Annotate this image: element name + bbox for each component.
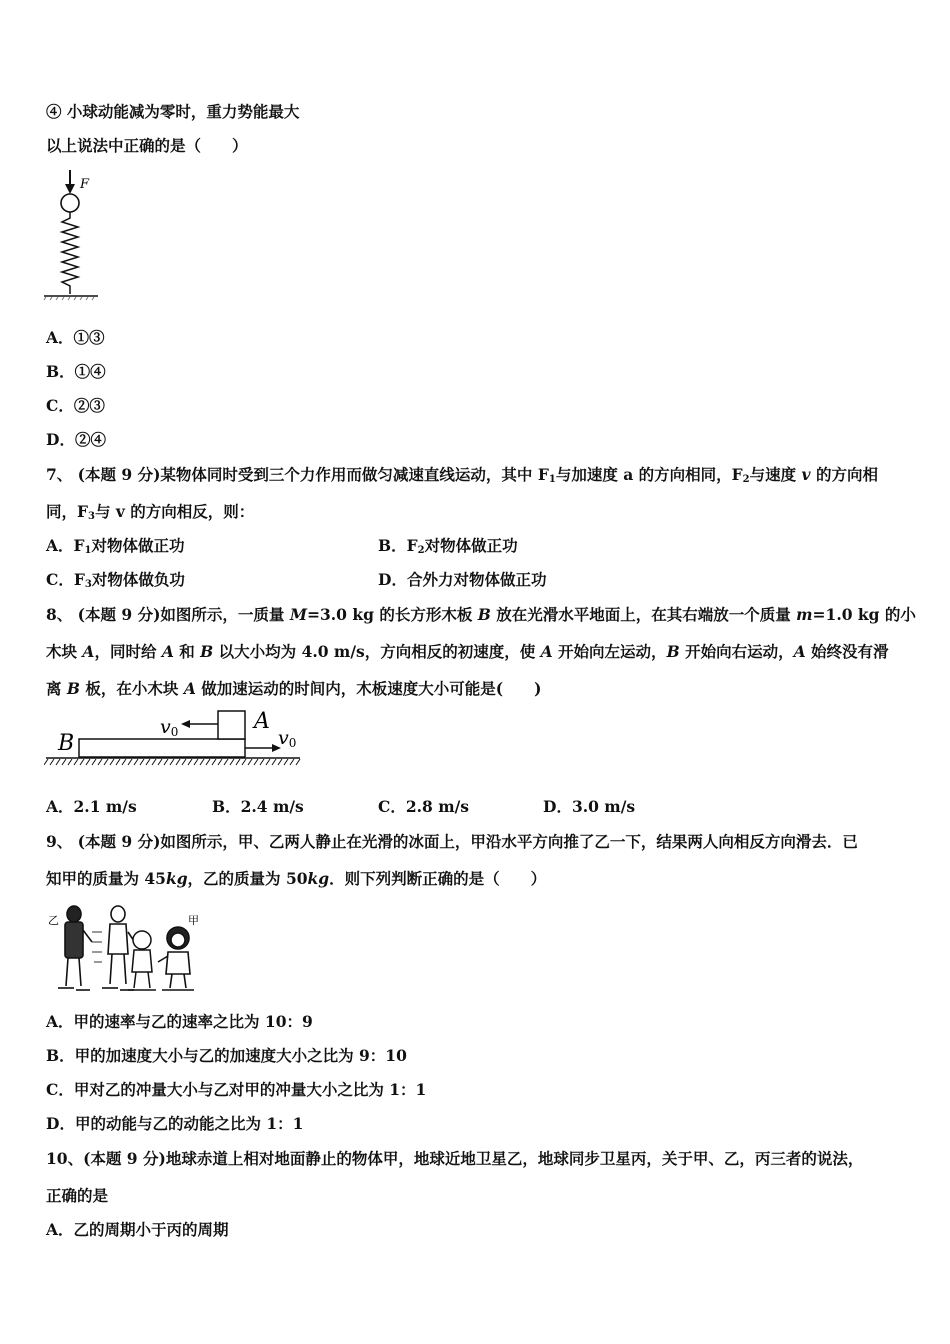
force-arrow-head <box>65 184 75 194</box>
q7-option-d: D．合外力对物体做正功 <box>378 570 547 589</box>
q7-stem-line2: 同，$F_3$与 v 的方向相反，则： <box>46 502 255 522</box>
board-b <box>79 739 245 757</box>
label-yi: 乙 <box>48 914 59 927</box>
q8-option-b: B．2.4 m/s <box>212 797 304 816</box>
label-v0-right: v0 <box>278 727 297 750</box>
q7-option-b: B．$F_2$对物体做正功 <box>378 536 518 556</box>
q9-option-d: D．甲的动能与乙的动能之比为 1：1 <box>46 1114 304 1133</box>
q8-stem-line1: 8、 (本题 9 分)如图所示，一质量 M=3.0 kg 的长方形木板 B 放在光滑水平地面上，在其右端放一个质量 m=1.0 kg 的小 <box>46 605 916 624</box>
q8-option-c: C．2.8 m/s <box>378 797 469 816</box>
q8-stem-line2: 木块 A，同时给 A 和 B 以大小均为 4.0 m/s，方向相反的初速度，使 A 开始向左运动，B 开始向右运动，A 始终没有滑 <box>46 642 889 661</box>
q9-option-b: B．甲的加速度大小与乙的加速度大小之比为 9：10 <box>46 1046 407 1065</box>
q7-option-a: A．$F_1$对物体做正功 <box>46 536 185 556</box>
force-label: F <box>80 177 90 192</box>
person-man <box>102 906 136 990</box>
q7-stem-line1: 7、 (本题 9 分)某物体同时受到三个力作用而做匀减速直线运动，其中 $F_1$与加速度 a 的方向相同，$F_2$与速度 v 的方向相 <box>46 465 878 485</box>
label-b: B <box>58 731 75 756</box>
skaters-figure <box>44 902 214 998</box>
q6-option-c: C．②③ <box>46 396 105 415</box>
q10-stem-line1: 10、(本题 9 分)地球赤道上相对地面静止的物体甲，地球近地卫星乙，地球同步卫星丙，关于甲、乙，丙三者的说法， <box>46 1149 864 1168</box>
q8-option-d: D．3.0 m/s <box>543 797 636 816</box>
label-a: A <box>254 709 270 734</box>
q10-option-a: A．乙的周期小于丙的周期 <box>46 1220 229 1239</box>
q6-option-d: D．②④ <box>46 430 106 449</box>
person-child <box>128 931 156 990</box>
q9-option-a: A．甲的速率与乙的速率之比为 10：9 <box>46 1012 313 1031</box>
board-block-figure <box>44 706 306 768</box>
q9-stem-line1: 9、 (本题 9 分)如图所示，甲、乙两人静止在光滑的冰面上，甲沿水平方向推了乙一下，结果两人向相反方向滑去．已 <box>46 832 858 851</box>
spring-figure <box>40 166 110 302</box>
label-v0-left: v0 <box>160 716 179 739</box>
q8-stem-line3: 离 B 板，在小木块 A 做加速运动的时间内，木板速度大小可能是( ) <box>46 679 542 698</box>
block-a <box>218 711 245 739</box>
person-jia <box>158 927 194 990</box>
label-jia: 甲 <box>188 914 199 927</box>
q6-option-b: B．①④ <box>46 362 106 381</box>
arrow-left-head <box>181 720 190 728</box>
q9-option-c: C．甲对乙的冲量大小与乙对甲的冲量大小之比为 1：1 <box>46 1080 427 1099</box>
q9-stem-line2: 知甲的质量为 45kg，乙的质量为 50kg．则下列判断正确的是（ ） <box>46 869 547 888</box>
q8-option-a: A．2.1 m/s <box>46 797 137 816</box>
question-prompt: 以上说法中正确的是（ ） <box>46 136 248 155</box>
person-yi <box>58 906 92 990</box>
q10-stem-line2: 正确的是 <box>46 1186 109 1205</box>
statement-4: ④ 小球动能减为零时，重力势能最大 <box>46 102 300 121</box>
ball <box>61 194 79 212</box>
spring-coil <box>62 212 78 294</box>
q6-option-a: A．①③ <box>46 328 105 347</box>
q7-option-c: C．$F_3$对物体做负功 <box>46 570 185 590</box>
